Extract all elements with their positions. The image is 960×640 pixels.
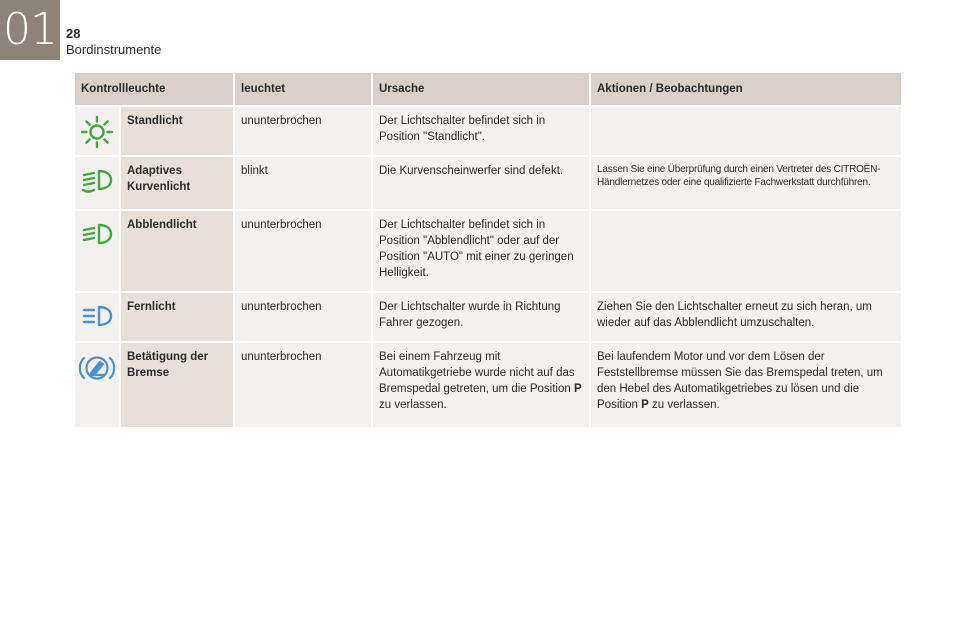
chapter-tab [0,0,60,60]
lamp-lit-state: ununterbrochen [235,293,373,343]
lamp-name: Adaptives Kurvenlicht [121,157,235,211]
lamp-cause: Der Lichtschalter befindet sich in Position "Abblendlicht" oder auf der Position "AUTO" mit einer zu geringen Helligkeit. [373,211,591,293]
lamp-cause [373,343,591,429]
icon-cell [75,211,121,293]
column-header-actions: Aktionen / Beobachtungen [591,73,903,107]
icon-cell [75,107,121,157]
lamp-action [591,343,903,429]
column-header-cause: Ursache [373,73,591,107]
lamp-lit-state: ununterbrochen [235,211,373,293]
column-header-lamp: Kontrollleuchte [75,73,235,107]
lamp-action: Lassen Sie eine Überprüfung durch einen Vertreter des CITROËN-Händlernetzes oder eine qualifizierte Fachwerkstatt durchführen. [591,157,903,211]
table-header-row [75,73,903,107]
action-text-end: zu verlassen. [648,399,720,411]
table-row [75,157,903,211]
icon-cell [75,293,121,343]
cause-text: Bei einem Fahrzeug mit Automatikgetriebe wurde nicht auf das Bremspedal getreten, um die Position [379,351,575,395]
cause-position-p: P [573,383,582,395]
page-number: 28 [66,26,81,41]
lamp-cause: Die Kurvenscheinwerfer sind defekt. [373,157,591,211]
chapter-number: 01 [3,4,57,55]
table-row [75,107,903,157]
adaptive-cornering-light-icon [80,165,114,195]
warning-lamps-table [75,73,903,429]
dipped-beam-icon [80,219,114,249]
lamp-lit-state: ununterbrochen [235,107,373,157]
sidelight-icon [80,115,114,149]
action-position-p: P [641,399,649,411]
icon-cell [75,157,121,211]
lamp-name: Fernlicht [121,293,235,343]
lamp-name: Betätigung der Bremse [121,343,235,429]
column-header-lit: leuchtet [235,73,373,107]
main-beam-icon [80,301,114,331]
lamp-name: Standlicht [121,107,235,157]
cause-text-end: zu verlassen. [379,399,447,411]
lamp-cause: Der Lichtschalter befindet sich in Position "Standlicht". [373,107,591,157]
foot-on-brake-icon [78,351,116,385]
lamp-action [591,107,903,157]
lamp-lit-state: blinkt [235,157,373,211]
lamp-action: Ziehen Sie den Lichtschalter erneut zu sich heran, um wieder auf das Abblendlicht umzuschalten. [591,293,903,343]
table-row [75,293,903,343]
icon-cell [75,343,121,429]
lamp-action [591,211,903,293]
lamp-lit-state: ununterbrochen [235,343,373,429]
lamp-name: Abblendlicht [121,211,235,293]
lamp-cause: Der Lichtschalter wurde in Richtung Fahrer gezogen. [373,293,591,343]
section-title: Bordinstrumente [66,42,162,57]
table-row [75,343,903,429]
table-row [75,211,903,293]
action-text: Bei laufendem Motor und vor dem Lösen der Feststellbremse müssen Sie das Bremspedal treten, um den Hebel des Automatikgetriebes zu lösen und die Position [597,351,883,411]
